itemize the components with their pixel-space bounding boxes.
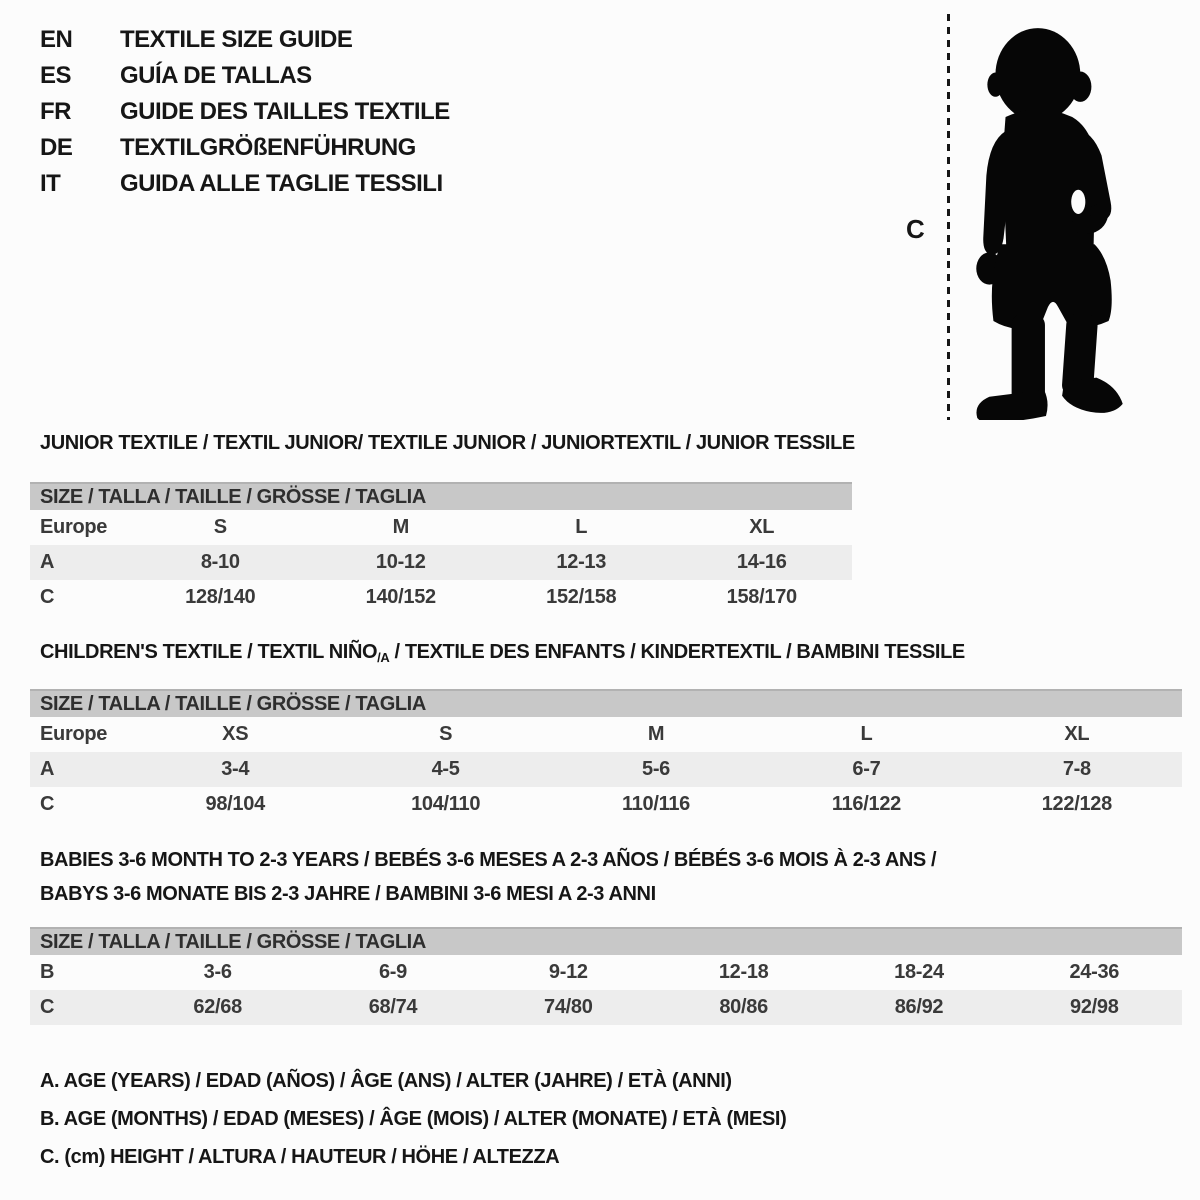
cell: 140/152 (365, 586, 436, 608)
cell: 68/74 (368, 996, 418, 1018)
table-row (30, 717, 1182, 752)
cell: 128/140 (185, 586, 256, 608)
lang-title: GUIDE DES TAILLES TEXTILE (120, 98, 450, 125)
table-row (30, 580, 852, 615)
table-row (30, 787, 1182, 822)
lang-code: ES (40, 62, 72, 89)
table-row (30, 990, 1182, 1025)
legend-line-a: A. AGE (YEARS) / EDAD (AÑOS) / ÂGE (ANS) / ALTER (JAHRE) / ETÀ (ANNI) (40, 1069, 732, 1092)
cell: 6-7 (852, 758, 881, 780)
lang-title: TEXTILGRÖßENFÜHRUNG (120, 134, 416, 161)
cell: XL (1064, 723, 1090, 745)
cell: M (647, 723, 665, 745)
row-label: A (40, 758, 55, 780)
babies-table (30, 927, 1182, 1025)
row-label: Europe (40, 723, 108, 745)
cell: M (392, 516, 409, 538)
height-measure-dashed-line (947, 14, 950, 420)
cell: 12-18 (718, 961, 769, 983)
cell: S (213, 516, 227, 538)
cell: 110/116 (622, 793, 691, 815)
children-section-title (40, 641, 965, 665)
cell: S (439, 723, 453, 745)
cell: 7-8 (1062, 758, 1091, 780)
cell: 98/104 (205, 793, 265, 815)
row-label: C (40, 586, 55, 608)
cell: 86/92 (894, 996, 944, 1018)
cell: 152/158 (546, 586, 617, 608)
cell: 116/122 (831, 793, 901, 815)
children-size-header-bar: SIZE / TALLA / TAILLE / GRÖSSE / TAGLIA (30, 689, 1182, 717)
cell: XL (749, 516, 775, 538)
lang-code: IT (40, 170, 61, 197)
babies-size-header-bar: SIZE / TALLA / TAILLE / GRÖSSE / TAGLIA (30, 927, 1182, 955)
junior-table (30, 482, 852, 615)
row-label: B (40, 961, 55, 983)
language-title-list (40, 22, 450, 202)
cell: L (860, 723, 873, 745)
children-title-prefix: CHILDREN'S TEXTILE / TEXTIL NIÑO (40, 641, 378, 663)
babies-title-line1: BABIES 3-6 MONTH TO 2-3 YEARS / BEBÉS 3-6 MESES A 2-3 AÑOS / BÉBÉS 3-6 MOIS À 2-3 ANS / (40, 848, 937, 871)
cell: L (575, 516, 588, 538)
lang-title: GUÍA DE TALLAS (120, 62, 312, 89)
lang-code: DE (40, 134, 73, 161)
junior-section-title: JUNIOR TEXTILE / TEXTIL JUNIOR/ TEXTILE JUNIOR / JUNIORTEXTIL / JUNIOR TESSILE (40, 432, 855, 454)
row-label: C (40, 793, 55, 815)
legend-line-b: B. AGE (MONTHS) / EDAD (MESES) / ÂGE (MOIS) / ALTER (MONATE) / ETÀ (MESI) (40, 1107, 787, 1130)
table-row (30, 545, 852, 580)
cell: 18-24 (894, 961, 944, 983)
table-row (30, 752, 1182, 787)
cell: 9-12 (548, 961, 588, 983)
table-row (30, 510, 852, 545)
row-label: A (40, 551, 55, 573)
cell: 158/170 (726, 586, 797, 608)
cell: 74/80 (544, 996, 593, 1018)
lang-title: GUIDA ALLE TAGLIE TESSILI (120, 170, 443, 197)
cell: 6-9 (378, 961, 407, 983)
cell: 24-36 (1069, 961, 1120, 983)
babies-title-line2: BABYS 3-6 MONATE BIS 2-3 JAHRE / BAMBINI 3-6 MESI A 2-3 ANNI (40, 882, 656, 905)
row-label: C (40, 996, 55, 1018)
cell: 3-4 (221, 758, 250, 780)
lang-row-it (40, 166, 450, 202)
cell: 4-5 (431, 758, 460, 780)
cell: 104/110 (411, 793, 481, 815)
lang-title: TEXTILE SIZE GUIDE (120, 26, 353, 53)
cell: 5-6 (642, 758, 671, 780)
cell: 122/128 (1041, 793, 1112, 815)
cell: 12-13 (556, 551, 607, 573)
children-title-suffix: / TEXTILE DES ENFANTS / KINDERTEXTIL / BAMBINI TESSILE (389, 641, 965, 663)
lang-row-de (40, 130, 450, 166)
measure-legend (40, 1062, 786, 1176)
row-label: Europe (40, 516, 108, 538)
junior-size-header-bar: SIZE / TALLA / TAILLE / GRÖSSE / TAGLIA (30, 482, 852, 510)
children-table (30, 689, 1182, 822)
lang-code: FR (40, 98, 71, 125)
cell: 8-10 (200, 551, 240, 573)
cell: 3-6 (203, 961, 232, 983)
toddler-silhouette-image (958, 16, 1142, 420)
lang-code: EN (40, 26, 73, 53)
cell: 80/86 (719, 996, 768, 1018)
height-measure-label: C (906, 214, 925, 244)
legend-line-c: C. (cm) HEIGHT / ALTURA / HAUTEUR / HÖHE / ALTEZZA (40, 1145, 560, 1168)
lang-row-fr (40, 94, 450, 130)
cell: 62/68 (193, 996, 242, 1018)
lang-row-en (40, 22, 450, 58)
cell: 14-16 (736, 551, 787, 573)
children-title-subscript: /A (377, 650, 390, 665)
cell: XS (222, 723, 249, 745)
babies-section-title (40, 843, 936, 911)
cell: 92/98 (1070, 996, 1119, 1018)
table-row (30, 955, 1182, 990)
cell: 10-12 (375, 551, 426, 573)
lang-row-es (40, 58, 450, 94)
